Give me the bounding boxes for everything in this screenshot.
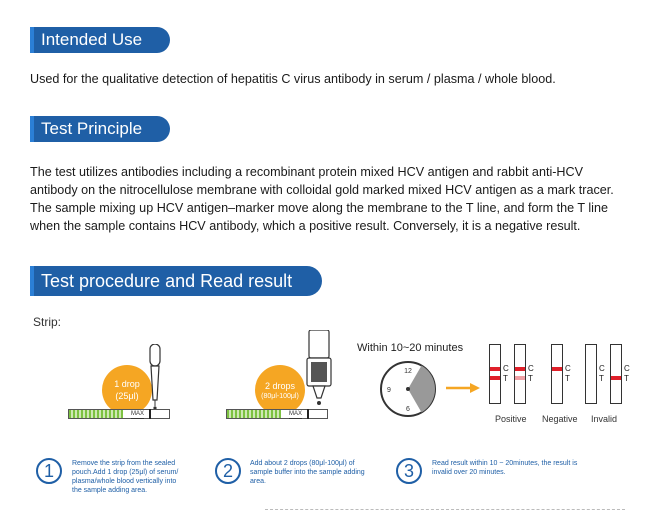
step-1-number: 1: [36, 458, 62, 484]
section-title-test-principle: Test Principle: [30, 116, 170, 142]
clock-icon: [378, 359, 438, 419]
strip-letter-t: T: [624, 374, 629, 383]
c-line: [515, 367, 525, 371]
principle-line-4: when the sample contains HCV antibody, which a positive result. Conversely, it is a negative result.: [30, 219, 581, 233]
buffer-bottle-icon: [304, 330, 334, 410]
drop-2-volume: (80μl-100μl): [261, 392, 299, 400]
strip-marker: [149, 409, 151, 419]
strip-letter-c: C: [599, 364, 605, 373]
result-positive-label: Positive: [495, 414, 527, 424]
max-label: MAX: [131, 411, 145, 417]
principle-line-2: antibody on the nitrocellulose membrane with colloidal gold marked mixed HCV antigen as a mark tracer.: [30, 183, 614, 197]
test-strip-1: [68, 409, 170, 419]
strip-letter-c: C: [624, 364, 630, 373]
test-strip-2: [226, 409, 328, 419]
dropper-icon: [140, 344, 170, 410]
timing-label: Within 10~20 minutes: [357, 342, 464, 354]
section-title-intended-use: Intended Use: [30, 27, 170, 53]
sample-pad: [69, 410, 123, 418]
strip-letter-t: T: [503, 374, 508, 383]
t-line: [611, 376, 621, 380]
strip-marker: [307, 409, 309, 419]
drop-2-badge: [255, 365, 305, 415]
strip-letter-t: T: [565, 374, 570, 383]
result-strip-invalid-2: [610, 344, 622, 404]
divider-dashed: [265, 509, 625, 510]
result-strip-invalid-1: [585, 344, 597, 404]
max-label: MAX: [289, 411, 303, 417]
strip-letter-c: C: [528, 364, 534, 373]
step-3-text: Read result within 10 ~ 20minutes, the result is invalid over 20 minutes.: [432, 460, 578, 476]
arrow-right-icon: [446, 382, 480, 394]
principle-line-1: The test utilizes antibodies including a recombinant protein mixed HCV antigen and rabbit anti-HCV: [30, 165, 584, 179]
result-strip-positive-2: [514, 344, 526, 404]
drop-1-count: 1 drop: [114, 379, 140, 389]
c-line: [552, 367, 562, 371]
step-2-text: Add about 2 drops (80μl-100μl) of sample buffer into the sample adding area.: [250, 460, 365, 485]
sample-pad: [227, 410, 281, 418]
step-2-number: 2: [215, 458, 241, 484]
result-negative-label: Negative: [542, 414, 578, 424]
principle-line-3: The sample mixing up HCV antigen–marker move along the membrane to the T line, and form the T line: [30, 201, 608, 215]
step-1-text: Remove the strip from the sealed pouch.Add 1 drop (25μl) of serum/ plasma/whole blood vertically into the sample adding area.: [72, 460, 179, 494]
drop-2-count: 2 drops: [264, 380, 296, 391]
t-line: [490, 376, 500, 380]
strip-letter-c: C: [565, 364, 571, 373]
strip-letter-t: T: [599, 374, 604, 383]
result-strip-positive-1: [489, 344, 501, 404]
test-principle-text: [30, 163, 614, 235]
strip-letter-t: T: [528, 374, 533, 383]
step-3-number: 3: [396, 458, 422, 484]
result-strip-negative: [551, 344, 563, 404]
result-invalid-label: Invalid: [591, 414, 618, 424]
c-line: [490, 367, 500, 371]
drop-1-volume: (25μl): [115, 391, 139, 401]
intended-use-text: Used for the qualitative detection of hepatitis C virus antibody in serum / plasma / whole blood.: [30, 72, 556, 86]
clock-6: 6: [406, 406, 410, 413]
clock-12: 12: [404, 368, 412, 375]
strip-letter-c: C: [503, 364, 509, 373]
t-line-faint: [515, 376, 525, 380]
strip-label: Strip:: [33, 315, 62, 329]
section-title-procedure: Test procedure and Read result: [30, 266, 322, 296]
clock-9: 9: [387, 387, 391, 394]
